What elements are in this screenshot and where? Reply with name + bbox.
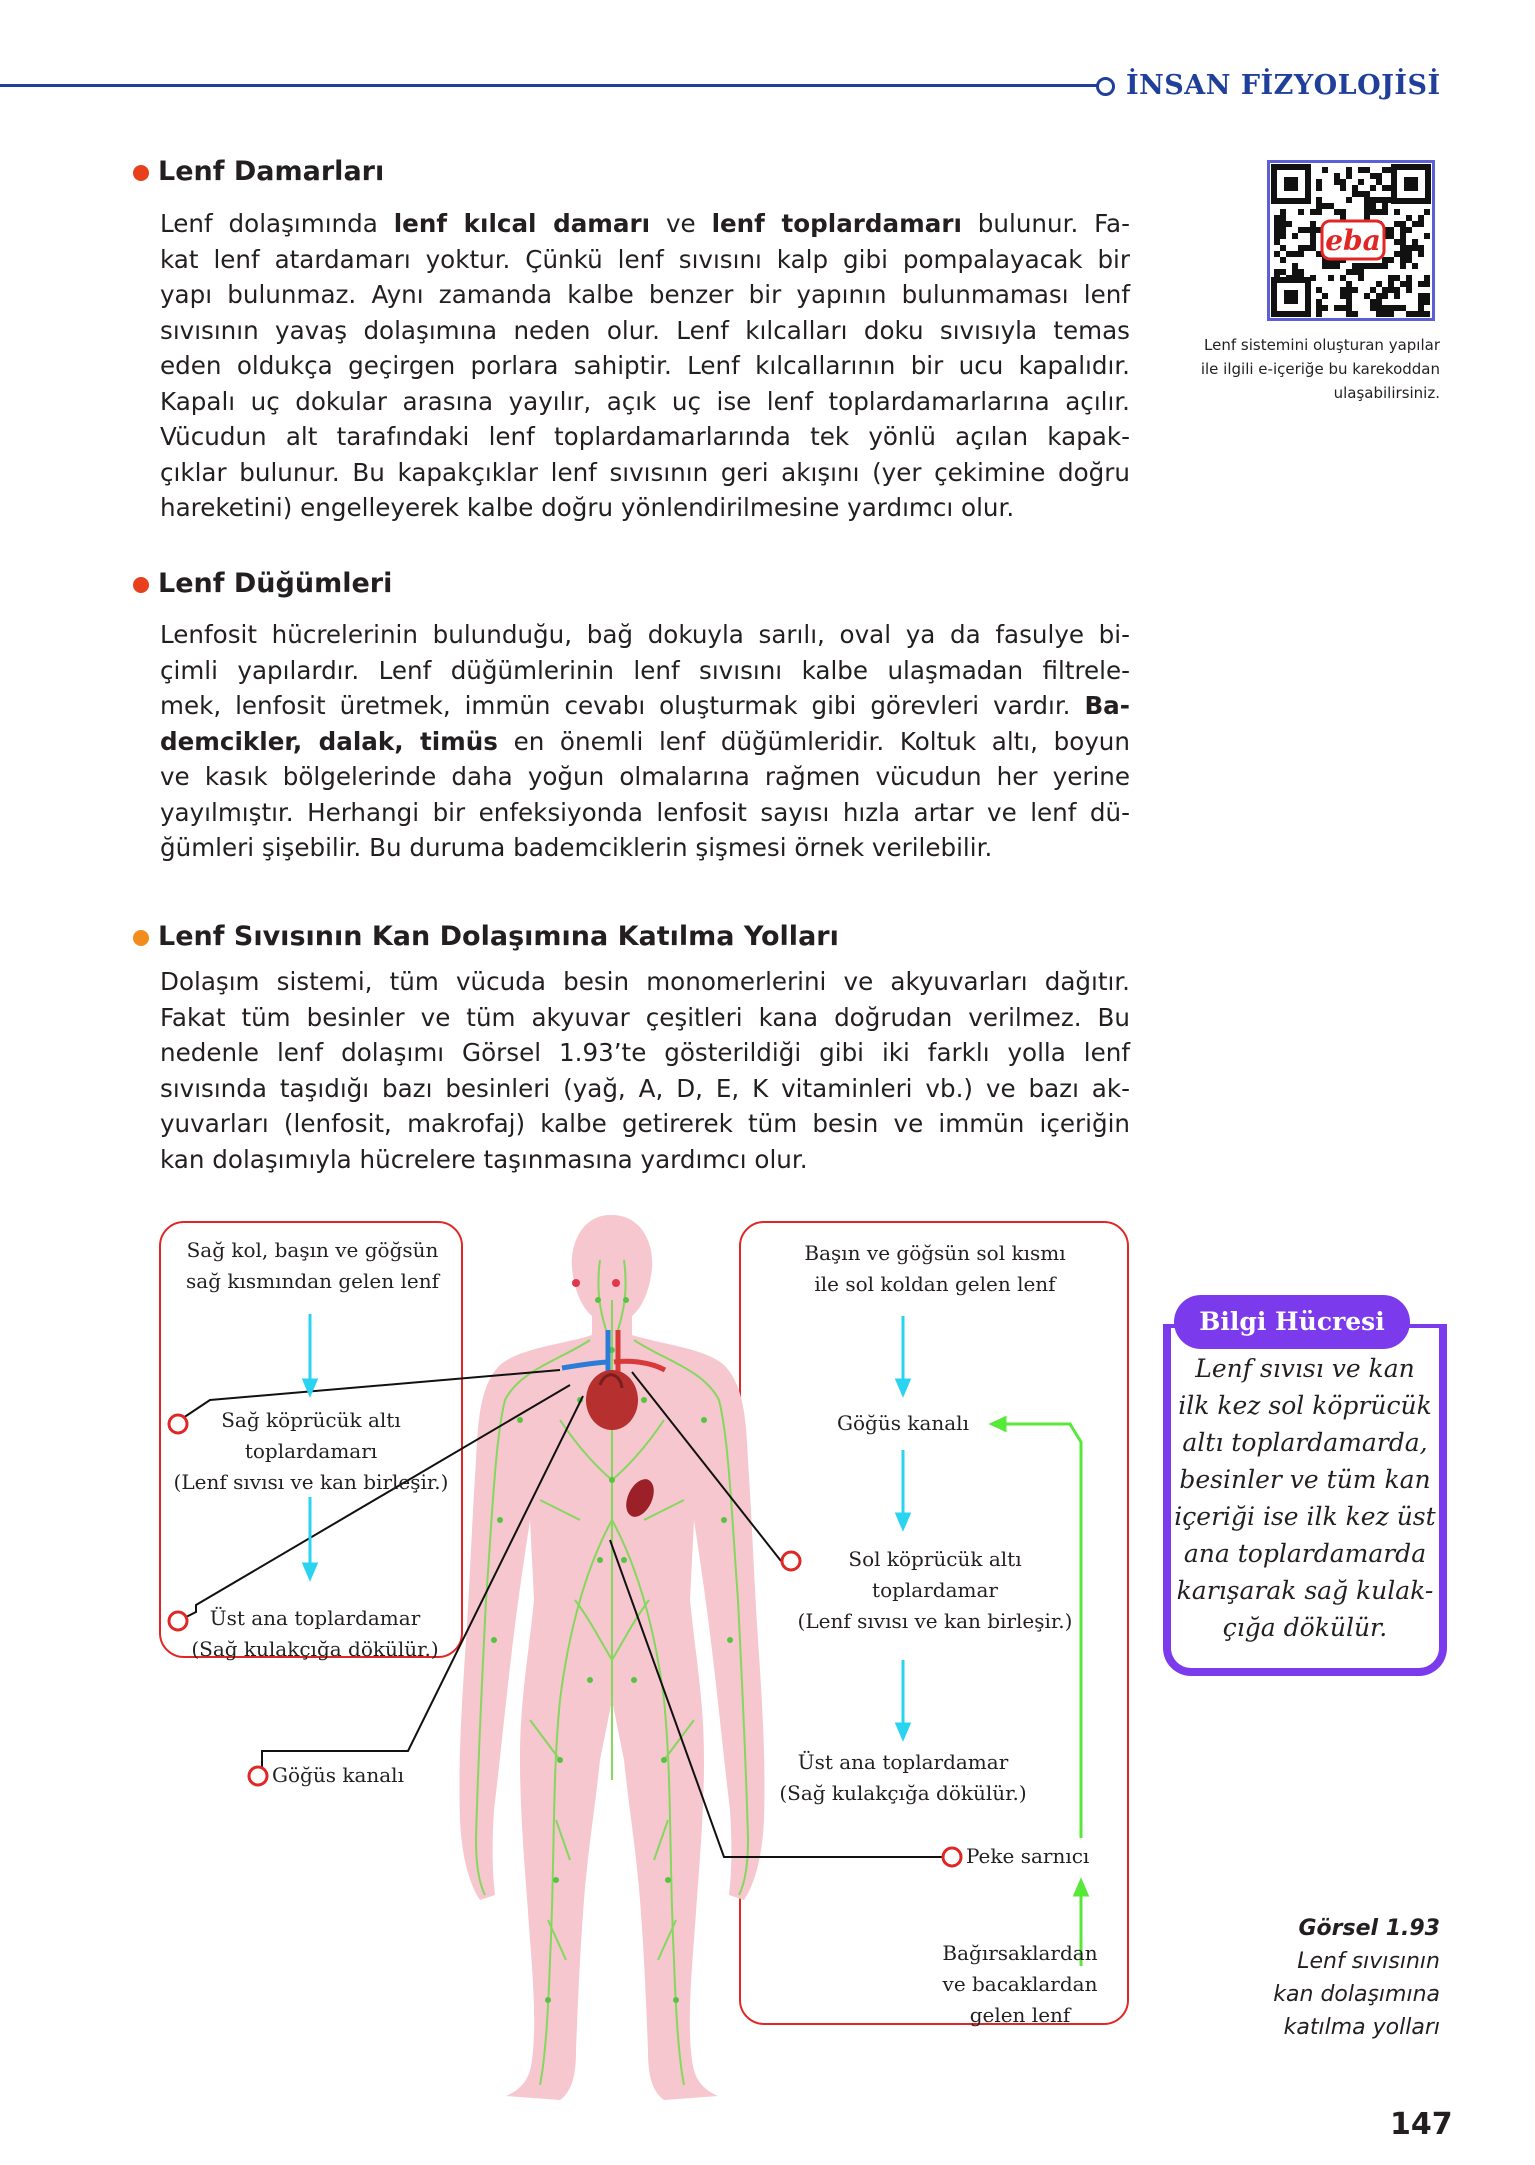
section-title-lenf-dugumleri: Lenf Düğümleri xyxy=(158,568,393,599)
paragraph-line: Kapalı uç dokular arasına yayılır, açık uç ise lenf toplardamarlarına açılır. xyxy=(160,386,1130,416)
paragraph-line: Dolaşım sistemi, tüm vücuda besin monomerlerini ve akyuvarları dağıtır. xyxy=(160,967,1130,996)
paragraph-line: Lenfosit hücrelerinin bulunduğu, bağ dokuyla sarılı, oval ya da fasulye bi- xyxy=(160,620,1130,649)
section-title-lenf-damarlari: Lenf Damarları xyxy=(158,156,385,187)
info-box-text: Lenf sıvısı ve kan ilk kez sol köprücük altı toplardamarda, besinler ve tüm kan içeriği ise ilk kez üst ana toplardamarda karışarak sağ kulak- çığa dökülür. xyxy=(1174,1354,1436,1642)
green-return-arrows xyxy=(992,1418,1087,1966)
paragraph-line: çimli yapılardır. Lenf düğümlerinin lenf sıvısını kalbe ulaşmadan filtrele- xyxy=(160,655,1130,685)
paragraph-line: yayılmıştır. Herhangi bir enfeksiyonda lenfosit sayısı hızla artar ve lenf dü- xyxy=(160,797,1130,827)
label-left-side-lymph: Başın ve göğsün sol kısmı ile sol koldan gelen lenf xyxy=(804,1241,1066,1296)
paragraph-line: yapı bulunmaz. Aynı zamanda kalbe benzer bir yapının bulunmaması lenf xyxy=(160,280,1130,309)
paragraph-line: Vücudun alt tarafındaki lenf toplardamarlarında tek yönlü açılan kapak- xyxy=(160,422,1130,451)
paragraph-line: hareketini) engelleyerek kalbe doğru yönlendirilmesine yardımcı olur. xyxy=(160,493,1015,522)
paragraph-line: Fakat tüm besinler ve tüm akyuvar çeşitleri kana doğrudan verilmez. Bu xyxy=(160,1002,1130,1032)
paragraph-line: nedenle lenf dolaşımı Görsel 1.93’te gösterildiği gibi iki farklı yolla lenf xyxy=(160,1038,1130,1067)
info-box-title: Bilgi Hücresi xyxy=(1174,1295,1410,1349)
paragraph-line: sıvısının yavaş dolaşımına neden olur. Lenf kılcalları doku sıvısıyla temas xyxy=(160,315,1130,345)
label-thoracic-duct-outside: Göğüs kanalı xyxy=(272,1763,404,1787)
label-cisterna-chyli: Peke sarnıcı xyxy=(966,1844,1090,1868)
paragraph-line: sıvısında taşıdığı bazı besinleri (yağ, A, D, E, K vitaminleri vb.) ve bazı ak- xyxy=(160,1073,1130,1103)
paragraph-line: ve kasık bölgelerinde daha yoğun olmalarına rağmen vücudun her yerine xyxy=(160,762,1130,791)
label-right-superior-vena-cava: Üst ana toplardamar (Sağ kulakçığa dökülür.) xyxy=(779,1750,1027,1805)
qr-note: Lenf sistemini oluşturan yapılar ile ilgili e-içeriğe bu karekoddan ulaşabilirsiniz. xyxy=(1200,336,1440,402)
label-intestine-leg-lymph: Bağırsaklardan ve bacaklardan gelen lenf xyxy=(942,1941,1098,2027)
label-right-side-lymph: Sağ kol, başın ve göğsün sağ kısmından gelen lenf xyxy=(186,1238,439,1293)
figure-caption: Görsel 1.93 Lenf sıvısının kan dolaşımına katılma yolları xyxy=(1273,1916,1440,2040)
paragraph-line: eden oldukça geçirgen porlara sahiptir. Lenf kılcallarının bir ucu kapalıdır. xyxy=(160,351,1130,380)
label-left-superior-vena-cava: Üst ana toplardamar (Sağ kulakçığa dökülür.) xyxy=(191,1606,439,1661)
paragraph-line: yuvarları (lenfosit, makrofaj) kalbe getirerek tüm besin ve immün içeriğin xyxy=(160,1109,1130,1138)
paragraph-line: çıklar bulunur. Bu kapakçıklar lenf sıvısının geri akışını (yer çekimine doğru xyxy=(160,457,1130,487)
chapter-title: İNSAN FİZYOLOJİSİ xyxy=(1126,70,1441,101)
paragraph-line: mek, lenfosit üretmek, immün cevabı oluşturmak gibi görevleri vardır. Ba- xyxy=(160,691,1130,720)
heart-icon xyxy=(586,1370,638,1430)
paragraph-line: demcikler, dalak, timüs en önemli lenf düğümleridir. Koltuk altı, boyun xyxy=(160,726,1130,756)
paragraph-line: kat lenf atardamarı yoktur. Çünkü lenf sıvısını kalp gibi pompalayacak bir xyxy=(160,244,1130,274)
paragraph-line: kan dolaşımıyla hücrelere taşınmasına yardımcı olur. xyxy=(160,1144,808,1174)
label-left-subclavian: Sol köprücük altı toplardamar (Lenf sıvısı ve kan birleşir.) xyxy=(797,1547,1073,1633)
page-number: 147 xyxy=(1390,2107,1453,2142)
section-title-katilma-yollari: Lenf Sıvısının Kan Dolaşımına Katılma Yolları xyxy=(158,921,839,952)
paragraph-line: Lenf dolaşımında lenf kılcal damarı ve lenf toplardamarı bulunur. Fa- xyxy=(160,209,1130,238)
paragraph-line: ğümleri şişebilir. Bu duruma bademciklerin şişmesi örnek verilebilir. xyxy=(160,833,993,862)
label-thoracic-duct: Göğüs kanalı xyxy=(837,1411,969,1435)
label-right-subclavian: Sağ köprücük altı toplardamarı (Lenf sıvısı ve kan birleşir.) xyxy=(173,1408,449,1494)
eba-logo: eba xyxy=(1325,224,1381,257)
